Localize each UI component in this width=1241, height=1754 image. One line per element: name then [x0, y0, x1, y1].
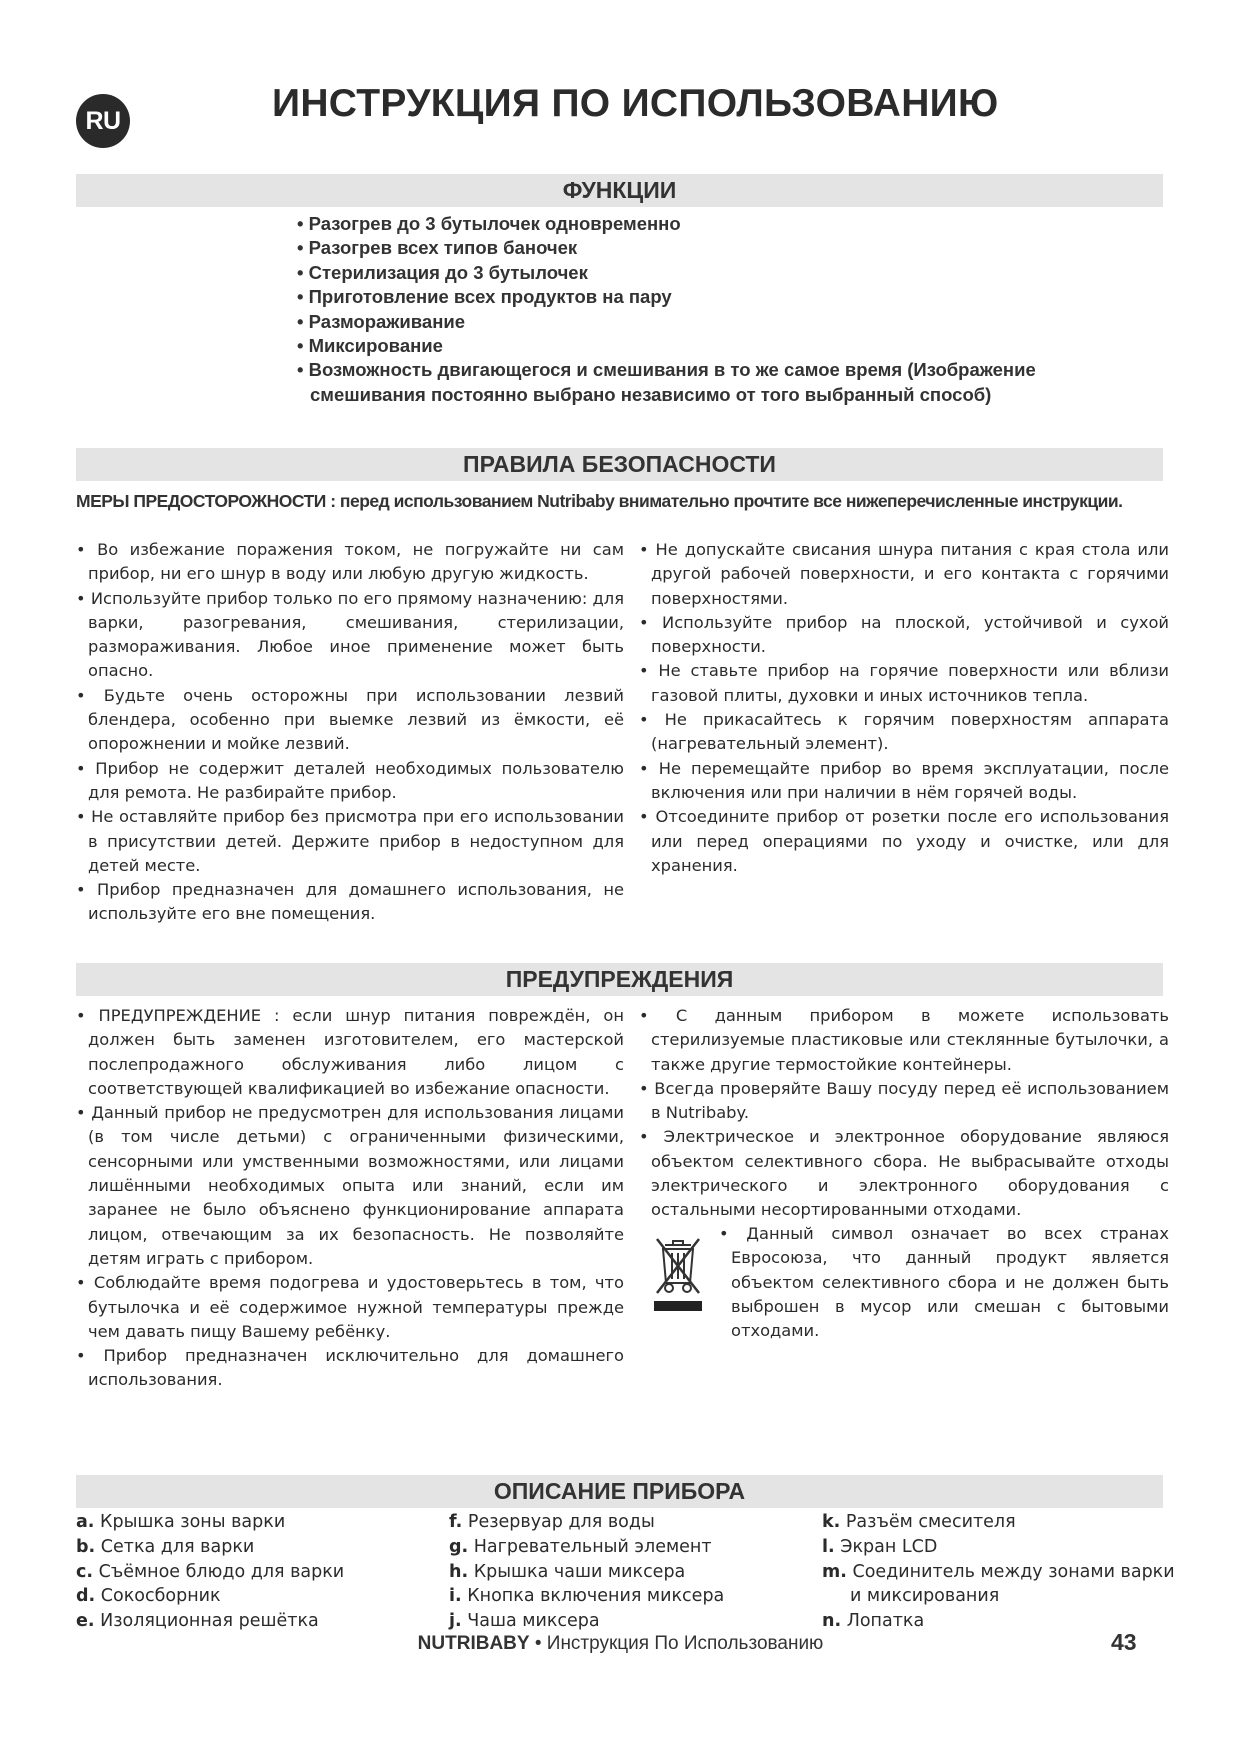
- list-item: • Размораживание: [297, 310, 1147, 334]
- part-key: d.: [76, 1586, 96, 1607]
- list-item: • Не прикасайтесь к горячим поверхностям аппарата (нагревательный элемент).: [639, 708, 1169, 757]
- part-item: [76, 1560, 344, 1585]
- description-column-3: [822, 1510, 1175, 1634]
- page-title: ИНСТРУКЦИЯ ПО ИСПОЛЬЗОВАНИЮ: [272, 82, 999, 125]
- page-number: 43: [1111, 1629, 1137, 1655]
- footer-brand: NUTRIBABY: [417, 1633, 530, 1654]
- part-key: a.: [76, 1512, 95, 1532]
- description-column-1: [76, 1510, 344, 1634]
- warnings-left-column: [76, 1004, 624, 1393]
- part-item: [76, 1535, 344, 1560]
- section-heading-description: ОПИСАНИЕ ПРИБОРА: [76, 1475, 1163, 1508]
- list-item: • Отсоедините прибор от розетки после его использования или перед операциями по уходу и очистке, или для хранения.: [639, 805, 1169, 878]
- part-key: h.: [449, 1561, 469, 1582]
- part-label: Экран LCD: [840, 1536, 938, 1557]
- section-heading-warnings: ПРЕДУПРЕЖДЕНИЯ: [76, 963, 1163, 996]
- list-item: • Прибор предназначен исключительно для домашнего использования.: [76, 1344, 624, 1393]
- precaution-note: МЕРЫ ПРЕДОСТОРОЖНОСТИ : перед использованием Nutribaby внимательно прочтите все нижеперечисленные инструкции.: [76, 491, 1123, 511]
- functions-list: [297, 212, 1147, 407]
- part-label: Чаша миксера: [467, 1611, 600, 1632]
- footer-text: Инструкция По Использованию: [546, 1633, 824, 1654]
- part-key: f.: [449, 1512, 463, 1532]
- part-item: [76, 1510, 344, 1535]
- part-item: [76, 1584, 344, 1609]
- list-item: • Данный символ означает во всех странах Евросоюза, что данный продукт является объектом селективного сбора и не должен быть выброшен в мусор или смешан с бытовыми отходами.: [719, 1222, 1169, 1343]
- section-heading-safety: ПРАВИЛА БЕЗОПАСНОСТИ: [76, 448, 1163, 481]
- part-item: [76, 1609, 344, 1634]
- warnings-right-column: [639, 1004, 1169, 1223]
- list-item: • Не перемещайте прибор во время эксплуатации, после включения или при наличии в нём горячей воды.: [639, 757, 1169, 806]
- part-item: [822, 1535, 1175, 1560]
- list-item: • Во избежание поражения током, не погружайте ни сам прибор, ни его шнур в воду или любую другую жидкость.: [76, 538, 624, 587]
- footer: [0, 1633, 1241, 1655]
- part-key: b.: [76, 1536, 96, 1557]
- part-label: Кнопка включения миксера: [467, 1586, 725, 1607]
- crossed-out-wheelie-bin-icon: [651, 1233, 703, 1313]
- list-item: • Прибор предназначен для домашнего использования, не используйте его вне помещения.: [76, 878, 624, 927]
- part-key: i.: [449, 1586, 462, 1607]
- part-key: k.: [822, 1512, 841, 1532]
- part-label: Сокосборник: [100, 1586, 221, 1607]
- part-label: Соединитель между зонами варки: [852, 1561, 1175, 1582]
- list-item: • Не ставьте прибор на горячие поверхности или вблизи газовой плиты, духовки и иных источников тепла.: [639, 659, 1169, 708]
- list-item: • Не оставляйте прибор без присмотра при его использовании в присутствии детей. Держите прибор в недоступном для детей месте.: [76, 805, 624, 878]
- list-item: • Не допускайте свисания шнура питания с края стола или другой рабочей поверхности, и его контакта с горячими поверхностями.: [639, 538, 1169, 611]
- part-label: и миксирования: [850, 1586, 1000, 1607]
- list-item: • ПРЕДУПРЕЖДЕНИЕ : если шнур питания повреждён, он должен быть заменен изготовителем, его мастерской послепродажного обслуживания либо лицом с соответствующей квалификацией во избежание опасности.: [76, 1004, 624, 1101]
- list-item: • Миксирование: [297, 334, 1147, 358]
- list-item: • Приготовление всех продуктов на пару: [297, 285, 1147, 309]
- part-item-continuation: [822, 1584, 1175, 1609]
- part-key: g.: [449, 1536, 469, 1557]
- list-item: • Данный прибор не предусмотрен для использования лицами (в том числе детьми) с ограниченными физическими, сенсорными или умственными возможностями, или лицами лишёнными необходимых опыта или знаний, если им заранее не было объяснено функционирование аппарата лицом, отвечающим за их безопасность. Не позволяйте детям играть с прибором.: [76, 1101, 624, 1271]
- list-item: • Используйте прибор на плоской, устойчивой и сухой поверхности.: [639, 611, 1169, 660]
- part-item: [822, 1510, 1175, 1535]
- part-label: Изоляционная решётка: [100, 1611, 319, 1632]
- language-badge: RU: [76, 94, 130, 148]
- list-item: • Соблюдайте время подогрева и удостоверьтесь в том, что бутылочка и её содержимое нужной температуры прежде чем давать пищу Вашему ребёнку.: [76, 1271, 624, 1344]
- part-key: j.: [449, 1611, 462, 1632]
- part-item: [449, 1510, 724, 1535]
- part-label: Лопатка: [846, 1611, 925, 1632]
- list-item: • Используйте прибор только по его прямому назначению: для варки, разогревания, смешивания, стерилизации, размораживания. Любое иное применение может быть опасно.: [76, 587, 624, 684]
- list-item: • Разогрев до 3 бутылочек одновременно: [297, 212, 1147, 236]
- part-item: [449, 1535, 724, 1560]
- part-key: c.: [76, 1561, 94, 1582]
- part-item: [449, 1584, 724, 1609]
- part-item: [449, 1609, 724, 1634]
- footer-separator: •: [534, 1633, 542, 1654]
- list-item: • Стерилизация до 3 бутылочек: [297, 261, 1147, 285]
- safety-left-column: [76, 538, 624, 927]
- list-item: • Прибор не содержит деталей необходимых пользователю для ремота. Не разбирайте прибор.: [76, 757, 624, 806]
- part-label: Сетка для варки: [100, 1536, 255, 1557]
- part-key: l.: [822, 1536, 835, 1557]
- list-item: • Возможность двигающегося и смешивания в то же самое время (Изображение смешивания постоянно выбрано независимо от того выбранный способ): [297, 358, 1147, 407]
- part-label: Резервуар для воды: [467, 1512, 655, 1532]
- description-column-2: [449, 1510, 724, 1634]
- part-item: [822, 1560, 1175, 1585]
- list-item: • Будьте очень осторожны при использовании лезвий блендера, особенно при выемке лезвий из ёмкости, её опорожнении и мойке лезвий.: [76, 684, 624, 757]
- part-label: Крышка зоны варки: [100, 1512, 286, 1532]
- weee-note: [719, 1222, 1169, 1343]
- part-item: [449, 1560, 724, 1585]
- section-heading-functions: ФУНКЦИИ: [76, 174, 1163, 207]
- part-label: Разъём смесителя: [845, 1512, 1016, 1532]
- list-item: • Электрическое и электронное оборудование являюся объектом селективного сбора. Не выбрасывайте отходы электрического и электронного оборудования с остальными несортированными отходами.: [639, 1125, 1169, 1222]
- list-item: • Всегда проверяйте Вашу посуду перед её использованием в Nutribaby.: [639, 1077, 1169, 1126]
- part-key: n.: [822, 1611, 842, 1632]
- part-key: e.: [76, 1611, 95, 1632]
- part-key: m.: [822, 1561, 847, 1582]
- part-label: Крышка чаши миксера: [473, 1561, 686, 1582]
- part-label: Съёмное блюдо для варки: [98, 1561, 345, 1582]
- list-item: • С данным прибором в можете использовать стерилизуемые пластиковые или стеклянные бутылочки, а также другие термостойкие контейнеры.: [639, 1004, 1169, 1077]
- list-item: • Разогрев всех типов баночек: [297, 236, 1147, 260]
- part-label: Нагревательный элемент: [473, 1536, 712, 1557]
- safety-right-column: [639, 538, 1169, 878]
